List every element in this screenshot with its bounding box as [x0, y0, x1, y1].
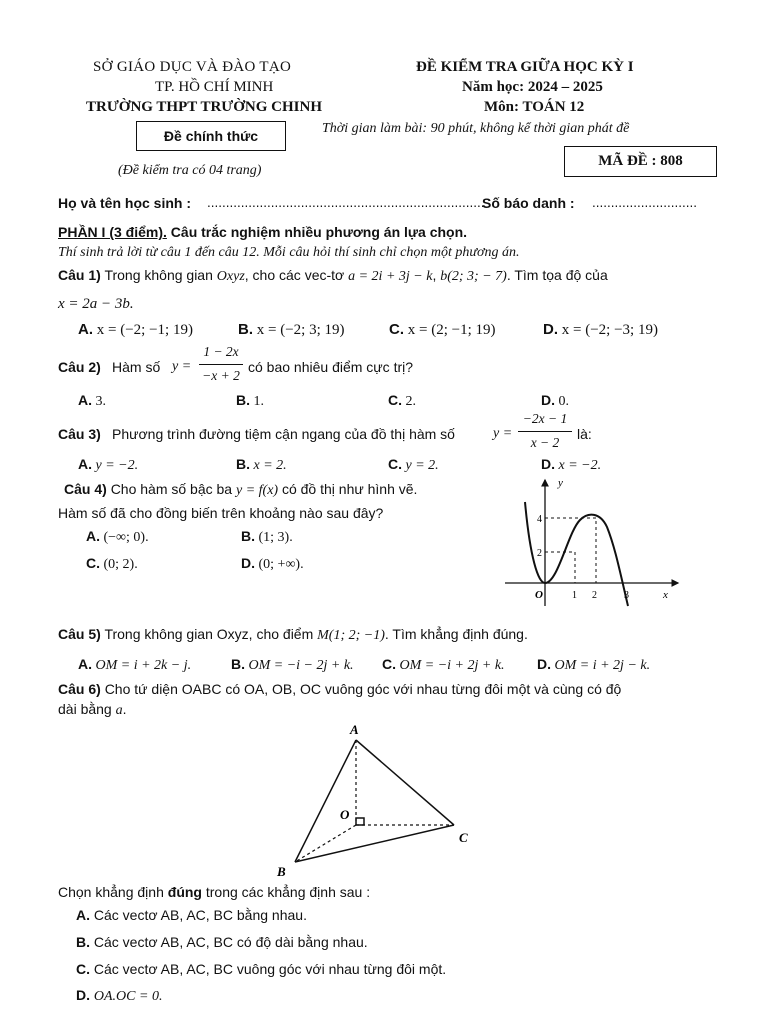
- part1-title: PHẦN I (3 điểm).: [58, 224, 167, 240]
- q5-point: M(1; 2; −1): [317, 628, 385, 643]
- q4-guide-y2: [545, 552, 575, 583]
- q5-option-b-text: OM = −i − 2j + k.: [248, 658, 354, 673]
- q4-line1: [64, 481, 417, 499]
- q4-option-b-letter: B.: [241, 528, 255, 544]
- q6-option-c-text: Các vectơ AB, AC, BC vuông góc với nhau từng đôi một.: [93, 961, 447, 977]
- q3-option-c[interactable]: [388, 456, 439, 474]
- q6-option-d-letter: D.: [76, 987, 90, 1003]
- q2-option-a[interactable]: [78, 392, 106, 410]
- q2-denominator: −x + 2: [202, 368, 240, 383]
- q6-edge-ab: [295, 740, 356, 862]
- q2-option-b-text: 1.: [253, 394, 264, 409]
- q4-option-c-text: (0; 2).: [103, 557, 138, 572]
- q4-option-d-text: (0; +∞).: [258, 557, 304, 572]
- q6-prompt-bold: đúng: [167, 884, 202, 900]
- q6-line2: dài bằng a.: [58, 701, 127, 718]
- q3-option-b-letter: B.: [236, 456, 250, 472]
- q1-text2: , cho các vec-tơ: [244, 267, 345, 283]
- q6-line1: [58, 681, 621, 697]
- q3-option-c-text: y = 2.: [405, 458, 439, 473]
- q1-option-b-letter: B.: [238, 321, 253, 338]
- q6-label-b: B: [277, 864, 286, 879]
- q6-option-b-text: Các vectơ AB, AC, BC có độ dài bằng nhau.: [93, 934, 368, 950]
- q1-option-d[interactable]: [543, 321, 658, 339]
- q6-option-a-letter: A.: [76, 907, 90, 923]
- q5-option-a[interactable]: [78, 656, 191, 674]
- student-name-field[interactable]: ..........................................................................: [207, 195, 485, 210]
- exam-title: ĐỀ KIỂM TRA GIỮA HỌC KỲ I: [416, 59, 634, 75]
- q3-label: Câu 3): [58, 426, 101, 442]
- q3-y-eq: y =: [493, 426, 513, 441]
- q6-edge-bc: [295, 825, 454, 862]
- q5-option-d-text: OM = i + 2j − k.: [554, 658, 651, 673]
- q1-vec-b: b(2; 3; − 7): [440, 269, 507, 284]
- q4-option-d-letter: D.: [241, 555, 255, 571]
- q2-option-b[interactable]: [236, 392, 264, 410]
- q1-text1: Trong không gian: [104, 267, 213, 283]
- q5-option-b-letter: B.: [231, 656, 245, 672]
- q4-option-c[interactable]: [86, 555, 138, 573]
- part1-title-rest: Câu trắc nghiệm nhiều phương án lựa chọn.: [170, 224, 468, 240]
- q2-numerator: 1 − 2x: [203, 344, 239, 359]
- q4-line2: Hàm số đã cho đồng biến trên khoảng nào sau đây?: [58, 505, 384, 521]
- q1-option-a-letter: A.: [78, 321, 93, 338]
- q6-right-angle-mark: [356, 818, 364, 825]
- q1-option-c-text: x = (2; −1; 19): [407, 322, 496, 338]
- q1-option-c[interactable]: [389, 321, 496, 339]
- q2-option-d-letter: D.: [541, 392, 555, 408]
- q4-x-tick-3: 3: [624, 590, 629, 601]
- exam-code: MÃ ĐỀ : 808: [598, 153, 683, 169]
- q3-text1: Phương trình đường tiệm cận ngang của đồ thị hàm số: [112, 426, 455, 442]
- q6-option-c-letter: C.: [76, 961, 90, 977]
- q6-option-a[interactable]: [76, 907, 307, 923]
- q3-numerator: −2x − 1: [522, 411, 568, 426]
- q6-prompt-post: trong các khẳng định sau :: [205, 884, 371, 900]
- q6-edge-ac: [356, 740, 454, 825]
- q3-option-a-letter: A.: [78, 456, 92, 472]
- q1-option-d-text: x = (−2; −3; 19): [561, 322, 658, 338]
- q4-option-b-text: (1; 3).: [258, 530, 293, 545]
- q1-oxyz: Oxyz: [216, 269, 245, 284]
- q5-option-c[interactable]: [382, 656, 505, 674]
- q3-option-b[interactable]: [236, 456, 287, 474]
- q2-option-a-text: 3.: [95, 394, 106, 409]
- q1-option-c-letter: C.: [389, 321, 404, 338]
- school-name: TRƯỜNG THPT TRƯỜNG CHINH: [86, 99, 323, 115]
- q6-option-c[interactable]: [76, 961, 446, 977]
- q6-option-b-letter: B.: [76, 934, 90, 950]
- q3-option-d-text: x = −2.: [558, 458, 602, 473]
- q2-text2: có bao nhiêu điểm cực trị?: [248, 359, 414, 375]
- q2-option-c-letter: C.: [388, 392, 402, 408]
- q4-y-tick-2: 2: [537, 548, 542, 559]
- q6-prompt-pre: Chọn khẳng định: [58, 884, 164, 900]
- q6-option-a-text: Các vectơ AB, AC, BC bằng nhau.: [93, 907, 307, 923]
- q6-figure: [270, 718, 490, 883]
- q1-option-d-letter: D.: [543, 321, 558, 338]
- q4-label: Câu 4): [64, 481, 107, 497]
- q3-option-d-letter: D.: [541, 456, 555, 472]
- q6-label-c: C: [459, 830, 468, 845]
- q5-option-a-letter: A.: [78, 656, 92, 672]
- department-name: SỞ GIÁO DỤC VÀ ĐÀO TẠO: [93, 59, 292, 75]
- q4-y-tick-4: 4: [537, 514, 542, 525]
- q5-line1: [58, 626, 528, 644]
- department-city: TP. HỒ CHÍ MINH: [155, 79, 274, 95]
- q4-x-tick-1: 1: [572, 590, 577, 601]
- q1-option-b[interactable]: [238, 321, 345, 339]
- q5-option-d[interactable]: [537, 656, 650, 674]
- q3-text2: là:: [577, 426, 592, 442]
- q1-text3: . Tìm tọa độ của: [506, 267, 608, 283]
- q6-prompt: [58, 884, 370, 900]
- q2-label: Câu 2): [58, 359, 101, 375]
- q2-fraction-bar: [199, 364, 243, 365]
- q5-option-b[interactable]: [231, 656, 354, 674]
- q4-option-c-letter: C.: [86, 555, 100, 571]
- pages-note: (Đề kiểm tra có 04 trang): [118, 163, 262, 178]
- q1-label: Câu 1): [58, 267, 101, 283]
- q3-denominator: x − 2: [530, 435, 560, 450]
- q6-option-d-text: OA.OC = 0.: [93, 989, 163, 1004]
- q2-option-c[interactable]: [388, 392, 416, 410]
- q6-label-o: O: [340, 807, 350, 822]
- subject: Môn: TOÁN 12: [484, 99, 585, 115]
- q5-option-c-text: OM = −i + 2j + k.: [399, 658, 505, 673]
- q3-option-a[interactable]: [78, 456, 138, 474]
- exam-code-box: [564, 146, 717, 177]
- q1-line1: Câu 1) Trong không gian Oxyz, cho các vec-tơ a = 2i + 3j − k, b(2; 3; − 7). Tìm tọa độ của: [58, 267, 608, 284]
- q6-label-a: A: [350, 722, 359, 737]
- q2-text1: Hàm số: [112, 359, 161, 375]
- part1-heading: [58, 224, 467, 240]
- q6-label: Câu 6): [58, 681, 101, 697]
- q1-vec-x: x = 2a − 3b.: [58, 296, 134, 312]
- duration: Thời gian làm bài: 90 phút, không kể thời gian phát đề: [322, 121, 630, 136]
- q5-option-c-letter: C.: [382, 656, 396, 672]
- q4-graph: [500, 472, 690, 612]
- q6-option-d[interactable]: [76, 987, 162, 1005]
- q1-option-b-text: x = (−2; 3; 19): [256, 322, 345, 338]
- school-year: Năm học: 2024 – 2025: [462, 79, 603, 95]
- q2-option-c-text: 2.: [405, 394, 416, 409]
- student-id-field[interactable]: ............................: [592, 195, 698, 210]
- official-label: Đề chính thức: [163, 128, 259, 144]
- q5-label: Câu 5): [58, 626, 101, 642]
- q4-option-a[interactable]: [86, 528, 149, 546]
- q2-option-b-letter: B.: [236, 392, 250, 408]
- q2-option-d[interactable]: [541, 392, 569, 410]
- q3-option-b-text: x = 2.: [253, 458, 287, 473]
- q4-origin-label: O: [535, 589, 543, 601]
- q2-option-d-text: 0.: [558, 394, 569, 409]
- q4-x-label: x: [663, 589, 668, 601]
- q6-a-var: a: [115, 703, 123, 718]
- q3-option-c-letter: C.: [388, 456, 402, 472]
- student-id-label: Số báo danh :: [482, 195, 575, 211]
- q3-option-a-text: y = −2.: [95, 458, 139, 473]
- q6-option-b[interactable]: [76, 934, 368, 950]
- q1-vec-a: a = 2i + 3j − k: [348, 269, 433, 284]
- q4-text2: có đồ thị như hình vẽ.: [281, 481, 418, 497]
- q4-guide-y4: [545, 518, 596, 583]
- q5-text2: . Tìm khẳng định đúng.: [384, 626, 528, 642]
- q4-x-tick-2: 2: [592, 590, 597, 601]
- q4-option-b[interactable]: [241, 528, 293, 546]
- q1-option-a[interactable]: [78, 321, 193, 339]
- q4-option-d[interactable]: [241, 555, 304, 573]
- q4-option-a-letter: A.: [86, 528, 100, 544]
- q4-y-label: y: [558, 477, 563, 489]
- q5-option-a-text: OM = i + 2k − j.: [95, 658, 192, 673]
- q6-text1: Cho tứ diện OABC có OA, OB, OC vuông góc với nhau từng đôi một và cùng có độ: [104, 681, 622, 697]
- q2-y-eq: y =: [172, 359, 192, 374]
- q1-vec-x-text: x = 2a − 3b: [58, 296, 130, 312]
- q4-func: y = f(x): [235, 483, 279, 498]
- q4-text1: Cho hàm số bậc ba: [110, 481, 233, 497]
- q2-option-a-letter: A.: [78, 392, 92, 408]
- q3-fraction-bar: [518, 431, 572, 432]
- q6-text2: dài bằng: [58, 701, 112, 717]
- student-name-label: Họ và tên học sinh :: [58, 195, 192, 211]
- q5-text1: Trong không gian Oxyz, cho điểm: [104, 626, 314, 642]
- part1-instruction: Thí sinh trả lời từ câu 1 đến câu 12. Mỗi câu hỏi thí sinh chỉ chọn một phương án.: [58, 245, 520, 260]
- official-badge: [136, 121, 286, 151]
- q5-option-d-letter: D.: [537, 656, 551, 672]
- q4-option-a-text: (−∞; 0).: [103, 530, 149, 545]
- q1-option-a-text: x = (−2; −1; 19): [96, 322, 193, 338]
